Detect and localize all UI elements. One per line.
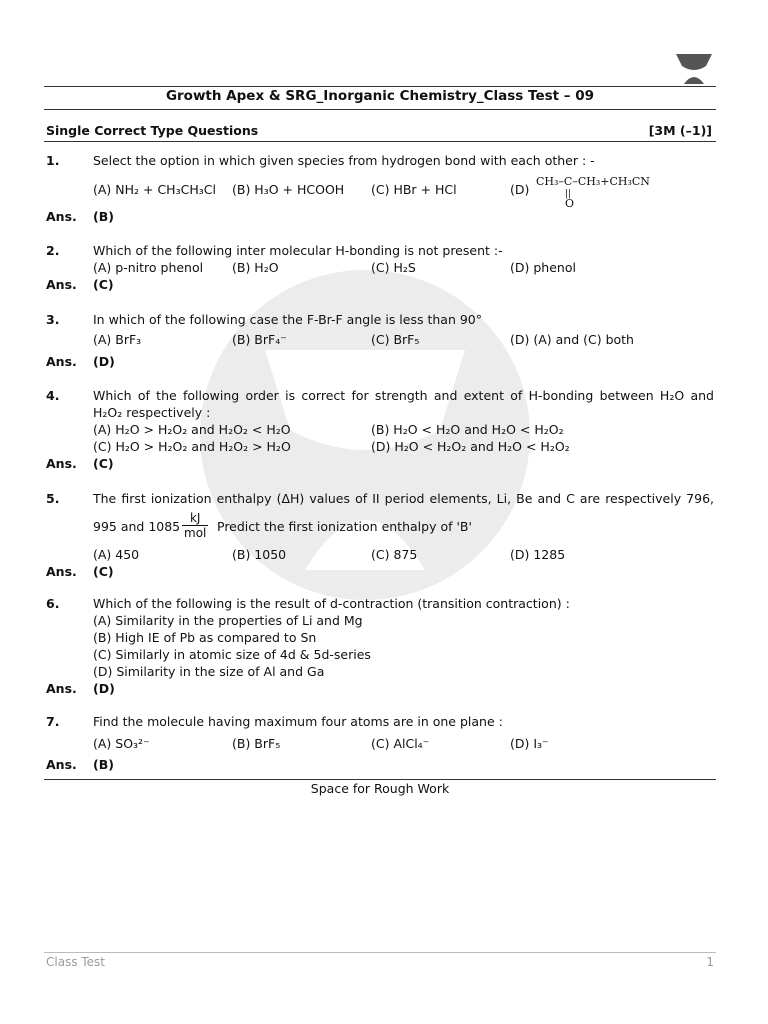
question-text-line1: Which of the following order is correct for strength and extent of H-bonding between H₂O and xyxy=(93,388,714,403)
option-c: (C) HBr + HCl xyxy=(371,182,457,197)
answer-value: (B) xyxy=(93,757,114,772)
question-text-line2: 995 and 1085 xyxy=(93,519,181,534)
option-a: (A) NH₂ + CH₃CH₃Cl xyxy=(93,182,216,197)
option-d: (D) 1285 xyxy=(510,547,566,562)
marking-scheme: [3M (–1)] xyxy=(648,123,712,138)
question-text: In which of the following case the F-Br-F angle is less than 90° xyxy=(93,312,482,327)
option-d: (D) xyxy=(510,182,530,197)
question-number: 7. xyxy=(46,714,60,729)
option-c: (C) H₂S xyxy=(371,260,416,275)
question-number: 2. xyxy=(46,243,60,258)
question-text: Find the molecule having maximum four atoms are in one plane : xyxy=(93,714,503,729)
answer-value: (C) xyxy=(93,564,114,579)
question-number: 1. xyxy=(46,153,60,168)
option-b: (B) BrF₄⁻ xyxy=(232,332,287,347)
footer-label: Class Test xyxy=(46,955,106,969)
option-a: (A) SO₃²⁻ xyxy=(93,736,150,751)
option-c: (C) 875 xyxy=(371,547,418,562)
unit-fraction xyxy=(182,511,208,540)
rough-work-label: Space for Rough Work xyxy=(310,781,450,796)
option-a: (A) Similarity in the properties of Li and Mg xyxy=(93,613,363,628)
question-text-line2-end: Predict the first ionization enthalpy of 'B' xyxy=(217,519,472,534)
page-title: Growth Apex & SRG_Inorganic Chemistry_Class Test – 09 xyxy=(165,88,595,104)
section-heading: Single Correct Type Questions xyxy=(46,123,259,138)
question-text: Which of the following inter molecular H-bonding is not present :- xyxy=(93,243,503,258)
answer-label: Ans. xyxy=(46,757,77,772)
option-d-double-bond: || xyxy=(565,189,572,199)
option-b: (B) H₂O < H₂O and H₂O < H₂O₂ xyxy=(371,422,564,437)
option-b: (B) H₃O + HCOOH xyxy=(232,182,345,197)
page-number: 1 xyxy=(706,955,714,969)
option-a: (A) H₂O > H₂O₂ and H₂O₂ < H₂O xyxy=(93,422,291,437)
question-text-line1: The first ionization enthalpy (ΔH) values of II period elements, Li, Be and C are respectively 796, xyxy=(93,491,714,506)
option-d: (D) H₂O < H₂O₂ and H₂O < H₂O₂ xyxy=(371,439,570,454)
option-d: (D) (A) and (C) both xyxy=(510,332,634,347)
option-c: (C) Similarly in atomic size of 4d & 5d-series xyxy=(93,647,371,662)
answer-label: Ans. xyxy=(46,354,77,369)
section-rule xyxy=(44,141,716,142)
answer-label: Ans. xyxy=(46,564,77,579)
option-a: (A) 450 xyxy=(93,547,140,562)
option-c: (C) AlCl₄⁻ xyxy=(371,736,430,751)
option-b: (B) H₂O xyxy=(232,260,279,275)
title-rule xyxy=(44,109,716,110)
brand-logo-icon xyxy=(676,52,712,84)
answer-value: (C) xyxy=(93,277,114,292)
option-b: (B) 1050 xyxy=(232,547,287,562)
question-text: Which of the following is the result of d-contraction (transition contraction) : xyxy=(93,596,570,611)
option-d-oxygen: O xyxy=(565,197,575,210)
question-text: Select the option in which given species from hydrogen bond with each other : - xyxy=(93,153,595,168)
option-d: (D) phenol xyxy=(510,260,576,275)
option-a: (A) BrF₃ xyxy=(93,332,142,347)
option-b: (B) High IE of Pb as compared to Sn xyxy=(93,630,317,645)
footer-rule xyxy=(44,952,716,953)
option-b: (B) BrF₅ xyxy=(232,736,281,751)
unit-denominator: mol xyxy=(184,526,207,540)
answer-label: Ans. xyxy=(46,681,77,696)
question-number: 4. xyxy=(46,388,60,403)
answer-value: (D) xyxy=(93,681,115,696)
option-a: (A) p-nitro phenol xyxy=(93,260,204,275)
question-number: 3. xyxy=(46,312,60,327)
option-d: (D) I₃⁻ xyxy=(510,736,549,751)
option-c: (C) BrF₅ xyxy=(371,332,420,347)
unit-numerator: kJ xyxy=(182,511,208,526)
question-number: 6. xyxy=(46,596,60,611)
option-c: (C) H₂O > H₂O₂ and H₂O₂ > H₂O xyxy=(93,439,291,454)
question-text-line2: H₂O₂ respectively : xyxy=(93,405,211,420)
top-rule xyxy=(44,86,716,87)
answer-label: Ans. xyxy=(46,209,77,224)
option-d: (D) Similarity in the size of Al and Ga xyxy=(93,664,325,679)
question-number: 5. xyxy=(46,491,60,506)
rough-work-rule xyxy=(44,779,716,780)
answer-label: Ans. xyxy=(46,277,77,292)
answer-value: (C) xyxy=(93,456,114,471)
answer-label: Ans. xyxy=(46,456,77,471)
answer-value: (B) xyxy=(93,209,114,224)
answer-value: (D) xyxy=(93,354,115,369)
option-d-formula: CH₃–C–CH₃+CH₃CN xyxy=(536,175,650,188)
